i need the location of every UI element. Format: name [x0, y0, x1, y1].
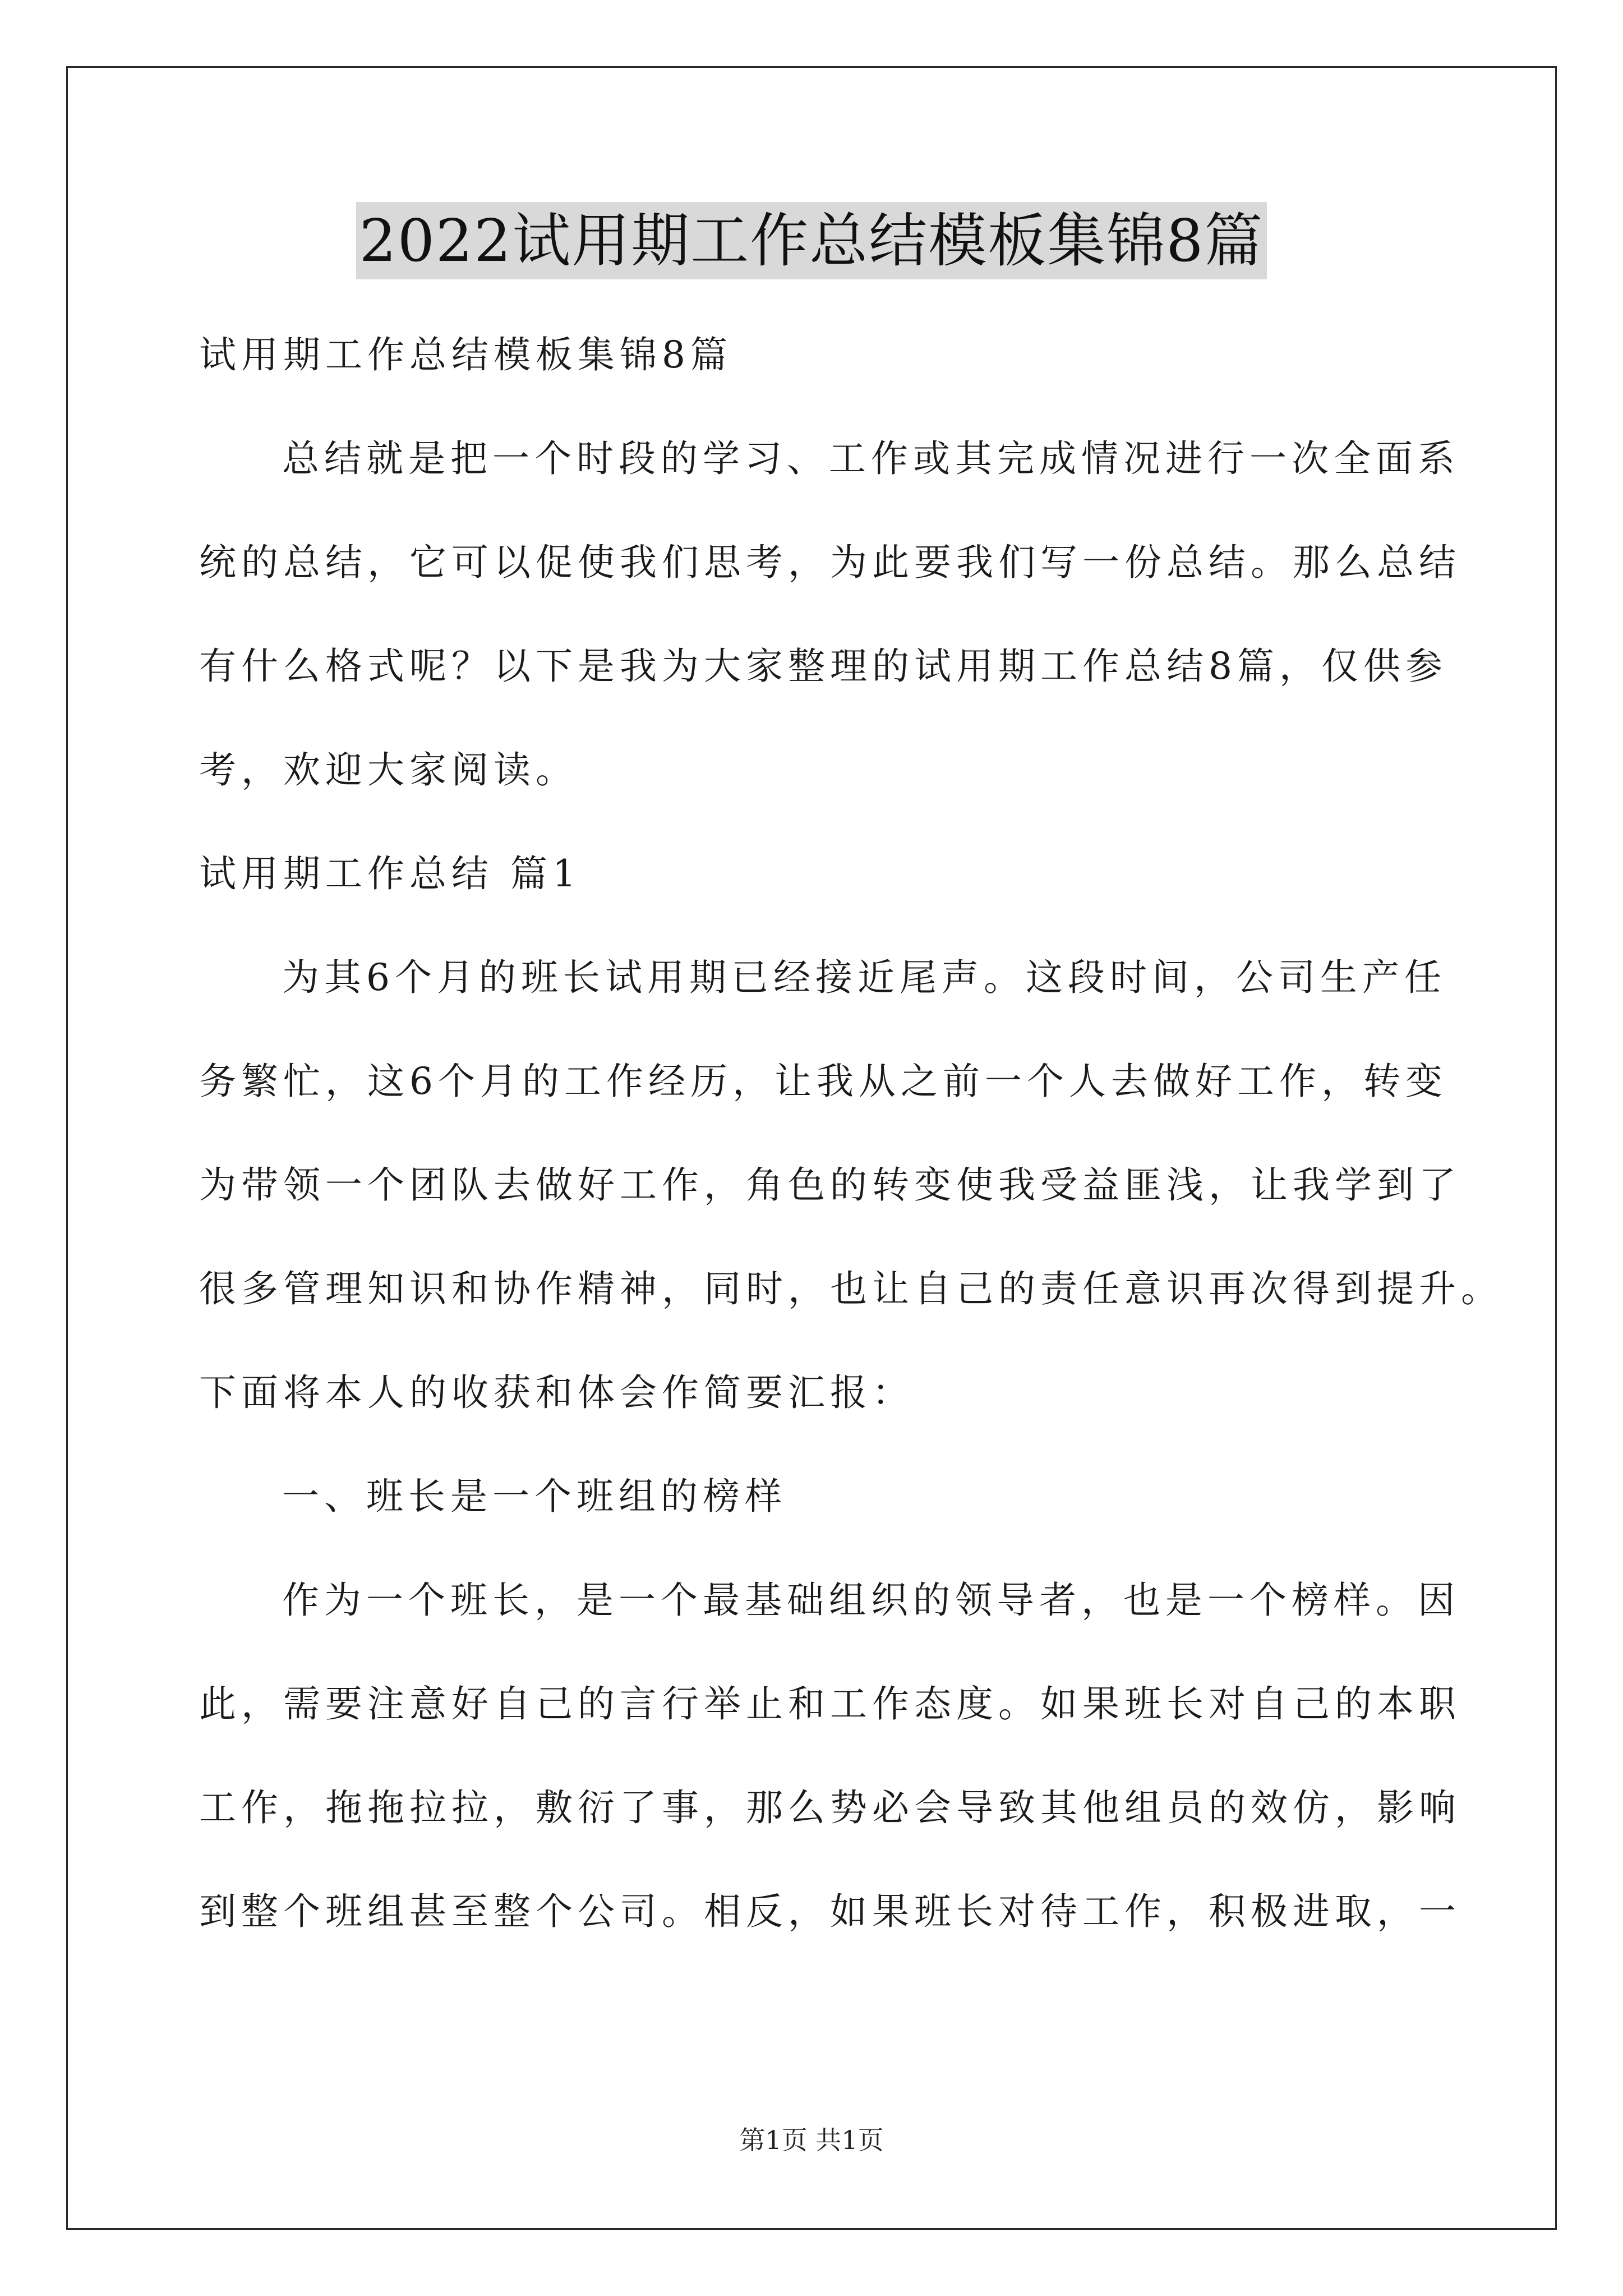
- text-line: 到整个班组甚至整个公司。相反，如果班长对待工作，积极进取，一: [199, 1890, 1461, 1933]
- document-body: [199, 303, 1503, 1963]
- text-line: 作为一个班长，是一个最基础组织的领导者，也是一个榜样。因: [282, 1579, 1460, 1622]
- text-line: 一、班长是一个班组的榜样: [282, 1475, 787, 1518]
- text-line: 为带领一个团队去做好工作，角色的转变使我受益匪浅，让我学到了: [199, 1163, 1461, 1207]
- title-container: [0, 202, 1623, 279]
- text-line: 试用期工作总结 篇1: [199, 852, 581, 895]
- text-line: 统的总结，它可以促使我们思考，为此要我们写一份总结。那么总结: [199, 541, 1461, 584]
- text-line: 工作，拖拖拉拉，敷衍了事，那么势必会导致其他组员的效仿，影响: [199, 1786, 1461, 1829]
- document-title: 2022试用期工作总结模板集锦8篇: [356, 202, 1267, 279]
- text-line: 务繁忙，这6个月的工作经历，让我从之前一个人去做好工作，转变: [199, 1060, 1447, 1103]
- text-line: 很多管理知识和协作精神，同时，也让自己的责任意识再次得到提升。: [199, 1267, 1503, 1310]
- text-line: 试用期工作总结模板集锦8篇: [199, 333, 732, 376]
- text-line: 为其6个月的班长试用期已经接近尾声。这段时间，公司生产任: [282, 956, 1446, 999]
- page-footer: 第1页 共1页: [739, 2125, 884, 2155]
- text-line: 下面将本人的收获和体会作简要汇报：: [199, 1371, 914, 1414]
- text-line: 考，欢迎大家阅读。: [199, 748, 578, 792]
- text-line: 总结就是把一个时段的学习、工作或其完成情况进行一次全面系: [282, 437, 1460, 480]
- text-line: 此，需要注意好自己的言行举止和工作态度。如果班长对自己的本职: [199, 1682, 1461, 1726]
- text-line: 有什么格式呢？以下是我为大家整理的试用期工作总结8篇，仅供参: [199, 645, 1447, 688]
